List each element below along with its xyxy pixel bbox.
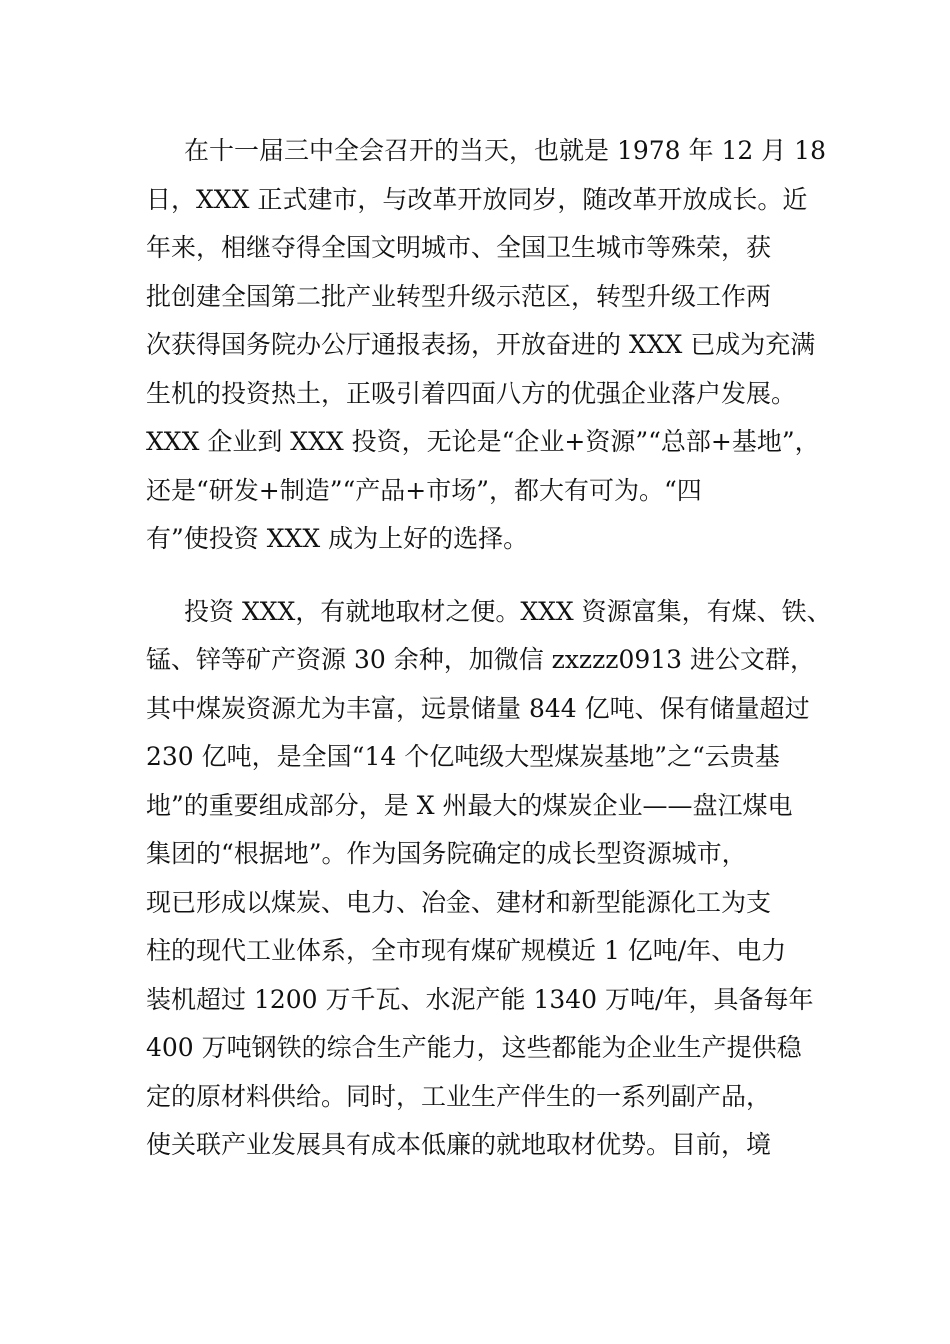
paragraph-2-line-12: 使关联产业发展具有成本低廉的就地取材优势。目前，境 [146, 1130, 772, 1159]
paragraph-1-line-8: 还是“研发+制造”“产品+市场”，都大有可为。“四 [146, 476, 702, 505]
paragraph-1-line-7: XXX 企业到 XXX 投资，无论是“企业+资源”“总部+基地”， [146, 427, 820, 456]
paragraph-2-line-9: 装机超过 1200 万千瓦、水泥产能 1340 万吨/年，具备每年 [146, 985, 814, 1014]
paragraph-1-line-3: 年来，相继夺得全国文明城市、全国卫生城市等殊荣，获 [146, 233, 772, 262]
paragraph-2-line-7: 现已形成以煤炭、电力、冶金、建材和新型能源化工为支 [146, 888, 772, 917]
paragraph-2-line-1: 投资 XXX，有就地取材之便。XXX 资源富集，有煤、铁、 [184, 597, 832, 626]
paragraph-2-line-10: 400 万吨钢铁的综合生产能力，这些都能为企业生产提供稳 [146, 1033, 802, 1062]
paragraph-1-line-9: 有”使投资 XXX 成为上好的选择。 [146, 524, 529, 553]
paragraph-2-line-5: 地”的重要组成部分，是 X 州最大的煤炭企业——盘江煤电 [146, 791, 793, 820]
paragraph-1-line-5: 次获得国务院办公厅通报表扬，开放奋进的 XXX 已成为充满 [146, 330, 816, 359]
paragraph-1-line-2: 日，XXX 正式建市，与改革开放同岁，随改革开放成长。近 [146, 185, 808, 214]
paragraph-1-line-4: 批创建全国第二批产业转型升级示范区，转型升级工作两 [146, 282, 772, 311]
paragraph-1-line-1: 在十一届三中全会召开的当天，也就是 1978 年 12 月 18 [184, 136, 826, 165]
paragraph-2-line-11: 定的原材料供给。同时，工业生产伴生的一系列副产品， [146, 1082, 772, 1111]
paragraph-2-line-4: 230 亿吨，是全国“14 个亿吨级大型煤炭基地”之“云贵基 [146, 742, 780, 771]
paragraph-2-line-3: 其中煤炭资源尤为丰富，远景储量 844 亿吨、保有储量超过 [146, 694, 810, 723]
paragraph-1-line-6: 生机的投资热土，正吸引着四面八方的优强企业落户发展。 [146, 379, 797, 408]
paragraph-2-line-2: 锰、锌等矿产资源 30 余种，加微信 zxzzz0913 进公文群， [146, 645, 816, 674]
paragraph-2-line-6: 集团的“根据地”。作为国务院确定的成长型资源城市， [146, 839, 747, 868]
paragraph-2-line-8: 柱的现代工业体系，全市现有煤矿规模近 1 亿吨/年、电力 [146, 936, 787, 965]
